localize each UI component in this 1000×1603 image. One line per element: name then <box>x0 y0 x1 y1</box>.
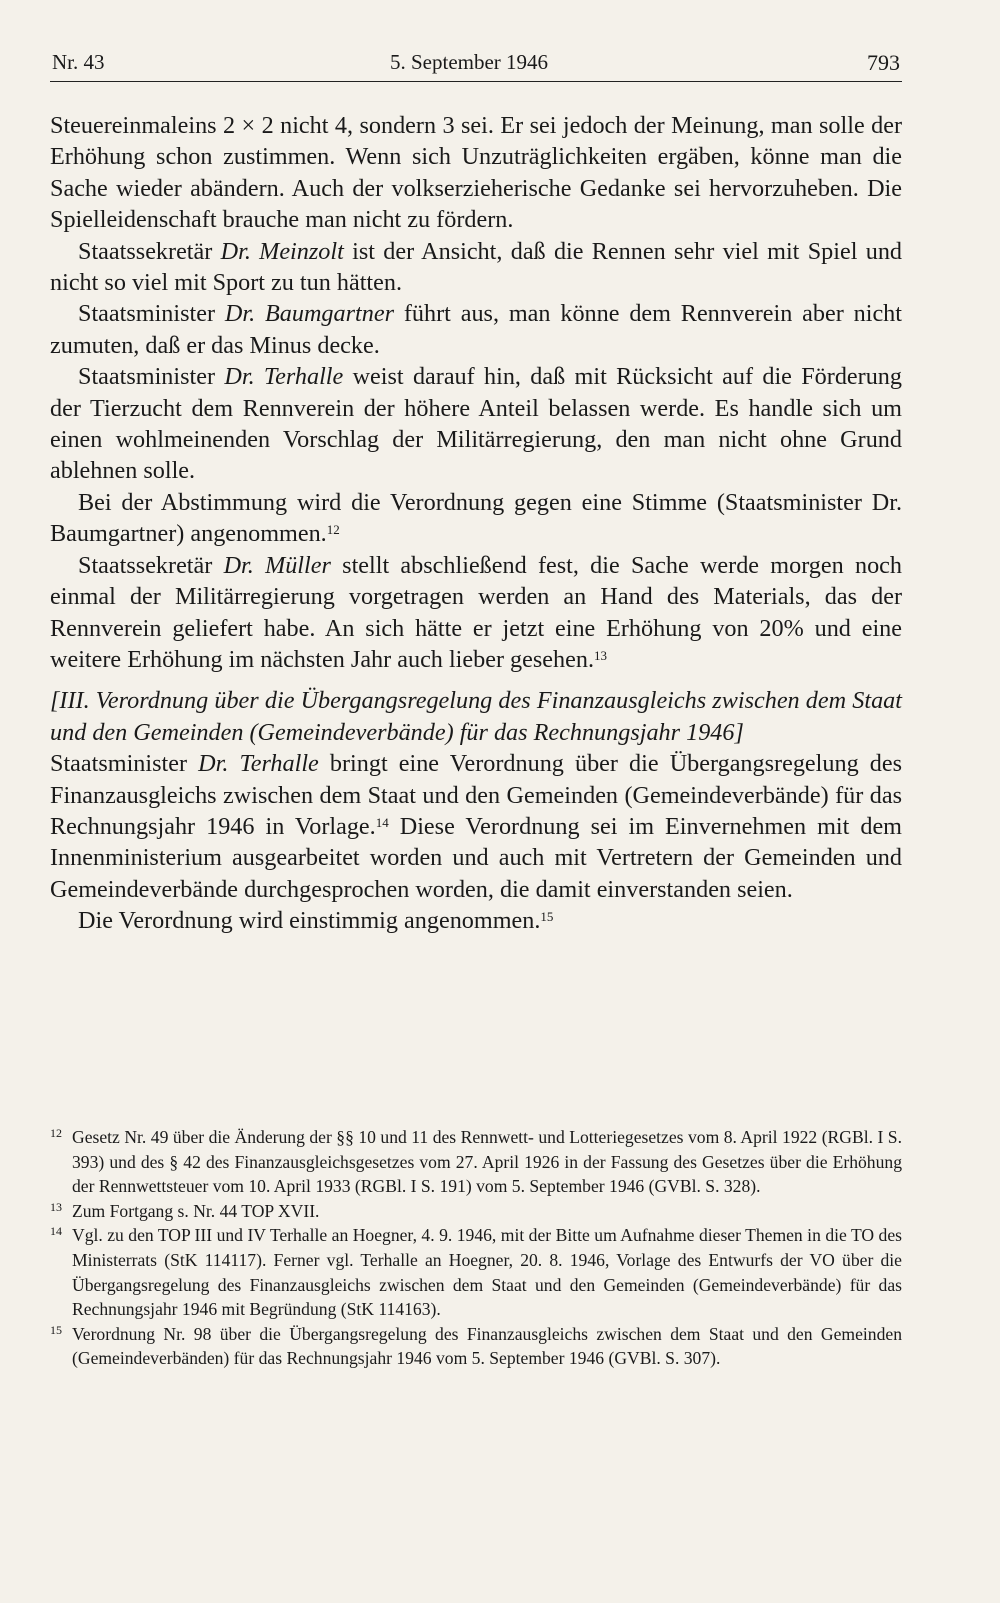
paragraph: Staatssekretär Dr. Meinzolt ist der Ansicht, daß die Rennen sehr viel mit Spiel und nicht so viel mit Sport zu tun hätten. <box>50 237 903 297</box>
paragraph: Die Verordnung wird einstimmig angenommen.$^{15}$ <box>78 907 554 935</box>
footnote-ref[interactable]: 15 <box>540 909 554 925</box>
footnote-text: Verordnung Nr. 98 über die Übergangsregelung des Finanzausgleichs zwischen dem Staat und den Gemeinden (Gemeindeverbänden) für das Rechnungsjahr 1946 vom 5. September 1946 (GVBl. S. 307). <box>72 1323 902 1369</box>
footnote-number: 14 <box>50 1224 62 1239</box>
header-rule <box>50 81 902 82</box>
footnote <box>50 1322 902 1371</box>
page-header <box>50 46 902 78</box>
footnote-ref[interactable]: 13 <box>594 647 608 663</box>
paragraph: Steuereinmaleins 2 × 2 nicht 4, sondern 3 sei. Er sei jedoch der Meinung, man solle der Erhöhung schon zustimmen. Wenn sich Unzuträglichkeiten ergäben, könne man die Sache wieder abändern. Auch der volkserzieherische Gedanke sei hervorzuheben. Die Spielleidenschaft brauche man nicht zu fördern. <box>50 112 902 234</box>
header-date: 5. September 1946 <box>390 50 549 74</box>
page-number: 793 <box>867 50 900 75</box>
paragraph: Staatsminister Dr. Terhalle weist darauf hin, daß mit Rücksicht auf die Förderung der Tierzucht dem Rennverein der höhere Anteil belassen werde. Es handle sich um einen wohlmeinenden Vorschlag der Militärregierung, den man nicht ohne Grund ablehnen solle. <box>50 363 902 485</box>
paragraph: Staatsminister Dr. Terhalle bringt eine Verordnung über die Übergangsregelung des Finanzausgleichs zwischen dem Staat und den Gemeinden (Gemeindeverbände) für das Rechnungsjahr 1946 in Vorlage.$^{14}$ Diese Verordnung sei im Einvernehmen mit dem Innenministerium ausgearbeitet worden und auch mit Vertretern der Gemeinden und Gemeindeverbände durchgesprochen worden, die damit einverstanden seien. <box>50 750 902 903</box>
footnotes <box>50 1125 902 1371</box>
footnote-number: 15 <box>50 1322 62 1337</box>
speaker-name: Dr. Terhalle <box>198 750 319 778</box>
paragraph: Bei der Abstimmung wird die Verordnung gegen eine Stimme (Staatsminister Dr. Baumgartner) angenommen.$^{12}$ <box>50 488 902 548</box>
footnote <box>50 1199 902 1224</box>
footnote <box>50 1223 902 1321</box>
footnote-text: Gesetz Nr. 49 über die Änderung der §§ 10 und 11 des Rennwett- und Lotteriegesetzes vom 8. April 1922 (RGBl. I S. 393) und des § 42 des Finanzausgleichsgesetzes vom 27. April 1926 in der Fassung des Gesetzes über die Erhöhung der Rennwettsteuer vom 10. April 1933 (RGBl. I S. 191) vom 5. September 1946 (GVBl. S. 328). <box>72 1127 902 1197</box>
footnote <box>50 1125 902 1199</box>
paragraph: Staatsminister Dr. Baumgartner führt aus, man könne dem Rennverein aber nicht zumuten, daß er das Minus decke. <box>50 300 902 359</box>
footnote-number: 13 <box>50 1199 62 1214</box>
footnote-ref[interactable]: 12 <box>326 522 340 538</box>
speaker-name: Dr. Meinzolt <box>220 237 344 265</box>
speaker-name: Dr. Müller <box>223 551 331 579</box>
body-text <box>50 110 902 937</box>
footnote-ref[interactable]: 14 <box>375 814 389 830</box>
footnote-text: Vgl. zu den TOP III und IV Terhalle an Hoegner, 4. 9. 1946, mit der Bitte um Aufnahme dieser Themen in die TO des Ministerrats (StK 114117). Ferner vgl. Terhalle an Hoegner, 20. 8. 1946, Vorlage des Entwurfs der VO über die Übergangsregelung des Finanzausgleichs zwischen dem Staat und den Gemeinden (Gemeindeverbände) für das Rechnungsjahr 1946 mit Begründung (StK 114163). <box>72 1225 902 1320</box>
footnote-text: Zum Fortgang s. Nr. 44 TOP XVII. <box>72 1200 320 1221</box>
paragraph: Staatssekretär Dr. Müller stellt abschließend fest, die Sache werde morgen noch einmal der Militärregierung vorgetragen werden an Hand des Materials, das der Rennverein geliefert habe. An sich hätte er jetzt eine Erhöhung von 20% und eine weitere Erhöhung im nächsten Jahr auch lieber gesehen.$^{13}$ <box>50 551 902 673</box>
speaker-name: Dr. Baumgartner <box>224 300 394 328</box>
footnote-number: 12 <box>50 1126 62 1140</box>
speaker-name: Dr. Terhalle <box>224 363 344 391</box>
section-heading: [III. Verordnung über die Übergangsregelung des Finanzausgleichs zwischen dem Staat und den Gemeinden (Gemeindeverbände) für das Rechnungsjahr 1946] <box>50 687 902 746</box>
document-number: Nr. 43 <box>52 50 105 74</box>
